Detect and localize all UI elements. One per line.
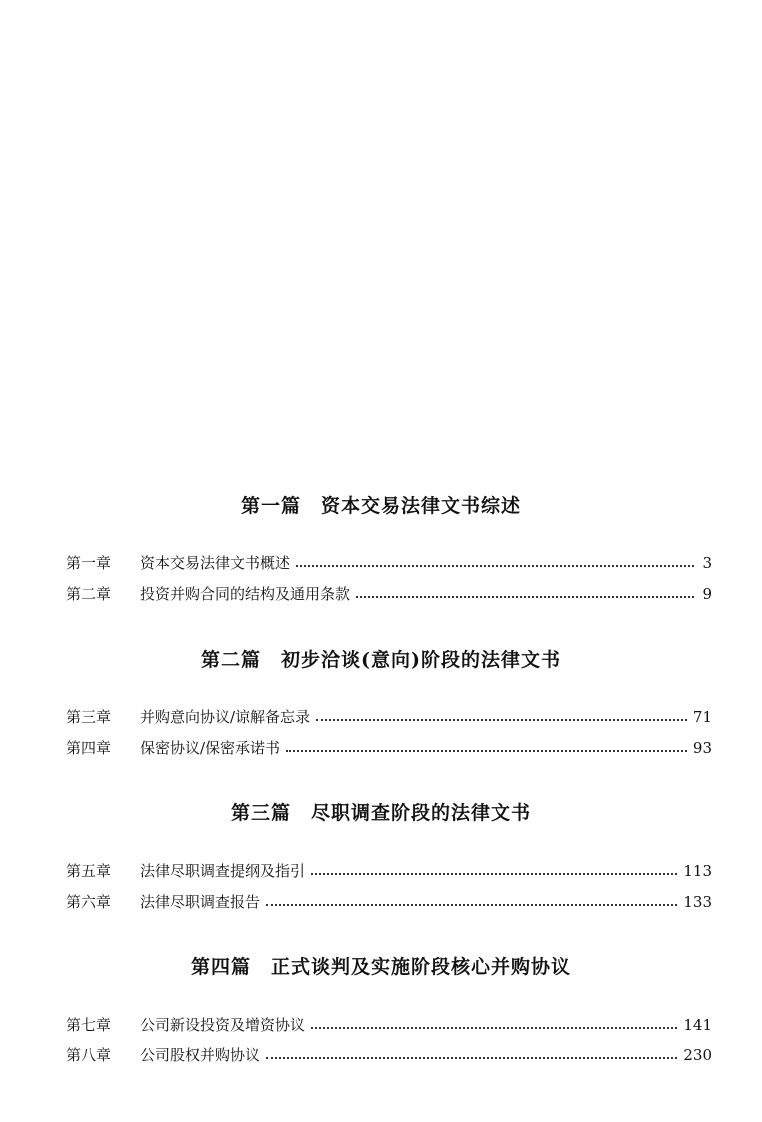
dot-leader (266, 1047, 677, 1059)
chapter-title: 法律尽职调查提纲及指引 (140, 862, 306, 880)
toc-entry[interactable] (66, 1044, 712, 1066)
chapter-number: 第三章 (66, 708, 112, 726)
toc-entry[interactable] (66, 552, 712, 574)
part-title: 第四篇 正式谈判及实施阶段核心并购协议 (190, 956, 571, 978)
chapter-number: 第一章 (66, 554, 112, 572)
chapter-title: 法律尽职调查报告 (140, 893, 261, 911)
part-title: 第二篇 初步洽谈(意向)阶段的法律文书 (201, 649, 561, 671)
toc-entry[interactable] (66, 860, 712, 882)
dot-leader (286, 740, 687, 752)
dot-leader (356, 586, 694, 598)
dot-leader (296, 555, 694, 567)
page-number: 3 (702, 554, 712, 572)
page-number: 9 (702, 585, 712, 603)
toc-entry[interactable] (66, 706, 712, 728)
page-number: 141 (683, 1016, 712, 1034)
dot-leader (311, 863, 677, 875)
page-number: 93 (692, 739, 712, 757)
chapter-number: 第六章 (66, 893, 112, 911)
chapter-number: 第八章 (66, 1046, 112, 1064)
toc-entry[interactable] (66, 737, 712, 759)
chapter-number: 第四章 (66, 739, 112, 757)
chapter-number: 第五章 (66, 862, 112, 880)
chapter-number: 第七章 (66, 1016, 112, 1034)
toc-entry[interactable] (66, 583, 712, 605)
part-title: 第一篇 资本交易法律文书综述 (240, 495, 521, 517)
dot-leader (266, 894, 677, 906)
chapter-title: 公司股权并购协议 (140, 1046, 261, 1064)
dot-leader (311, 1017, 677, 1029)
chapter-title: 投资并购合同的结构及通用条款 (140, 585, 351, 603)
page-number: 71 (692, 708, 712, 726)
chapter-title: 保密协议/保密承诺书 (140, 739, 281, 757)
part-title: 第三篇 尽职调查阶段的法律文书 (230, 802, 531, 824)
chapter-title: 并购意向协议/谅解备忘录 (140, 708, 311, 726)
chapter-number: 第二章 (66, 585, 112, 603)
page-number: 113 (683, 862, 712, 880)
chapter-title: 资本交易法律文书概述 (140, 554, 291, 572)
toc-entry[interactable] (66, 1014, 712, 1036)
toc-entry[interactable] (66, 891, 712, 913)
dot-leader (316, 709, 687, 721)
page-number: 230 (683, 1046, 712, 1064)
page-number: 133 (683, 893, 712, 911)
chapter-title: 公司新设投资及增资协议 (140, 1016, 306, 1034)
